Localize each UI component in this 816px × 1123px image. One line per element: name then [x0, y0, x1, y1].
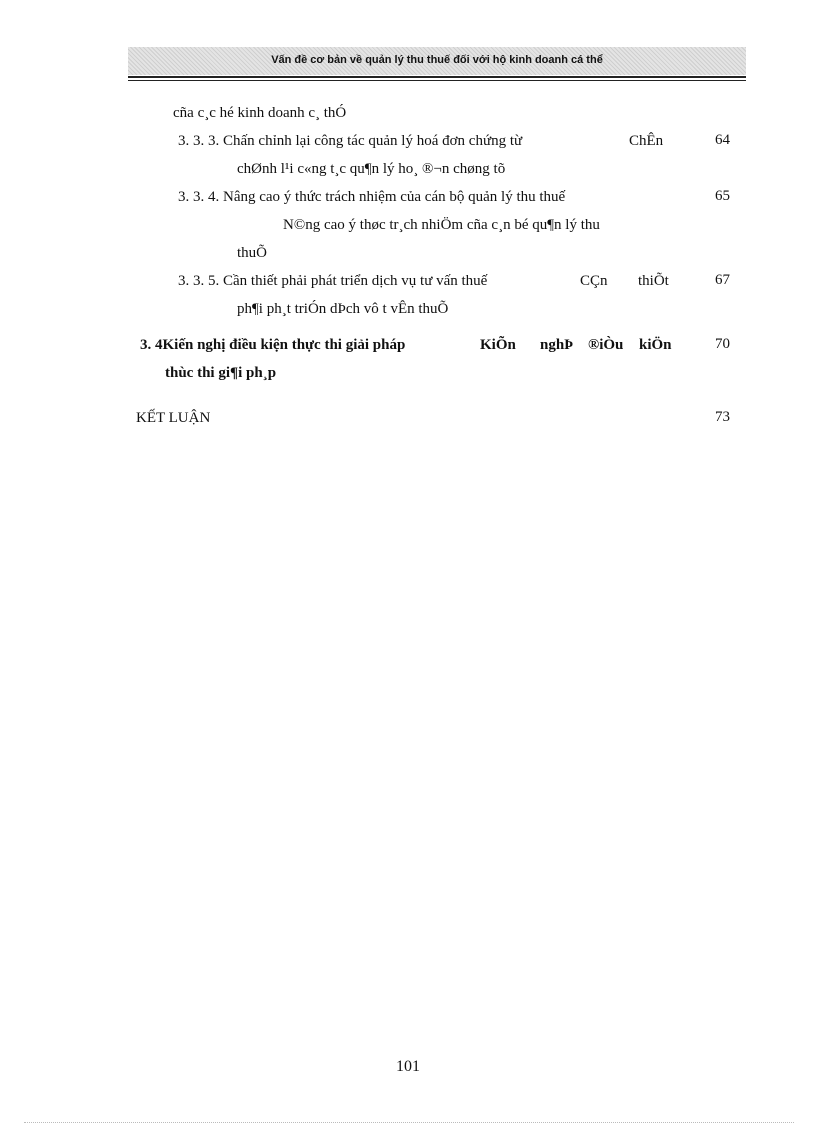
toc-entry-3-3-4-alt-line: N©ng cao ý thøc tr¸ch nhiÖm cña c¸n bé qu¶n lý thu: [283, 217, 600, 233]
toc-entry-3-3-5-alt-b: thiÕt: [638, 273, 669, 289]
toc-entry-conclusion[interactable]: KẾT LUẬN: [136, 410, 211, 426]
toc-continuation-line: cña c¸c hé kinh doanh c¸ thÓ: [173, 105, 347, 121]
toc-entry-3-4-alt-line: thùc thi gi¶i ph¸p: [165, 365, 277, 381]
toc-entry-3-3-4-alt-line-2: thuÕ: [237, 245, 267, 261]
toc-entry-conclusion-page: 73: [715, 409, 730, 425]
running-header: [128, 47, 746, 75]
toc-entry-3-3-3-alt-line: chØnh l¹i c«ng t¸c qu¶n lý ho¸ ®¬n chøng tõ: [237, 161, 506, 177]
running-header-title: Vấn đề cơ bản về quản lý thu thuế đối với hộ kinh doanh cá thể: [271, 54, 603, 66]
toc-entry-3-3-4-page: 65: [715, 188, 730, 204]
toc-entry-3-3-3[interactable]: 3. 3. 3. Chấn chỉnh lại công tác quản lý hoá đơn chứng từ: [178, 133, 523, 149]
toc-entry-3-4-page: 70: [715, 336, 730, 352]
header-rule-thick: [128, 76, 746, 78]
toc-entry-3-3-5-alt-a: CÇn: [580, 273, 608, 289]
toc-entry-3-3-3-page: 64: [715, 132, 730, 148]
toc-entry-3-3-5-alt-line: ph¶i ph¸t triÓn dÞch vô t vÊn thuÕ: [237, 301, 449, 317]
toc-entry-3-4-alt-b: nghÞ: [540, 337, 574, 353]
toc-entry-3-3-5-page: 67: [715, 272, 730, 288]
toc-entry-3-3-4[interactable]: 3. 3. 4. Nâng cao ý thức trách nhiệm của cán bộ quản lý thu thuế: [178, 189, 566, 205]
toc-entry-3-4-alt-d: kiÖn: [639, 337, 672, 353]
page-number: 101: [396, 1058, 420, 1075]
toc-entry-3-3-3-alt: ChÊn: [629, 133, 664, 149]
toc-entry-3-4-alt-a: KiÕn: [480, 337, 516, 353]
header-rule-thin: [128, 80, 746, 81]
toc-entry-3-3-5[interactable]: 3. 3. 5. Cần thiết phải phát triển dịch vụ tư vấn thuế: [178, 273, 488, 289]
toc-entry-3-4-alt-c: ®iÒu: [588, 337, 624, 353]
toc-entry-3-4[interactable]: 3. 4Kiến nghị điều kiện thực thi giải pháp: [140, 337, 406, 353]
